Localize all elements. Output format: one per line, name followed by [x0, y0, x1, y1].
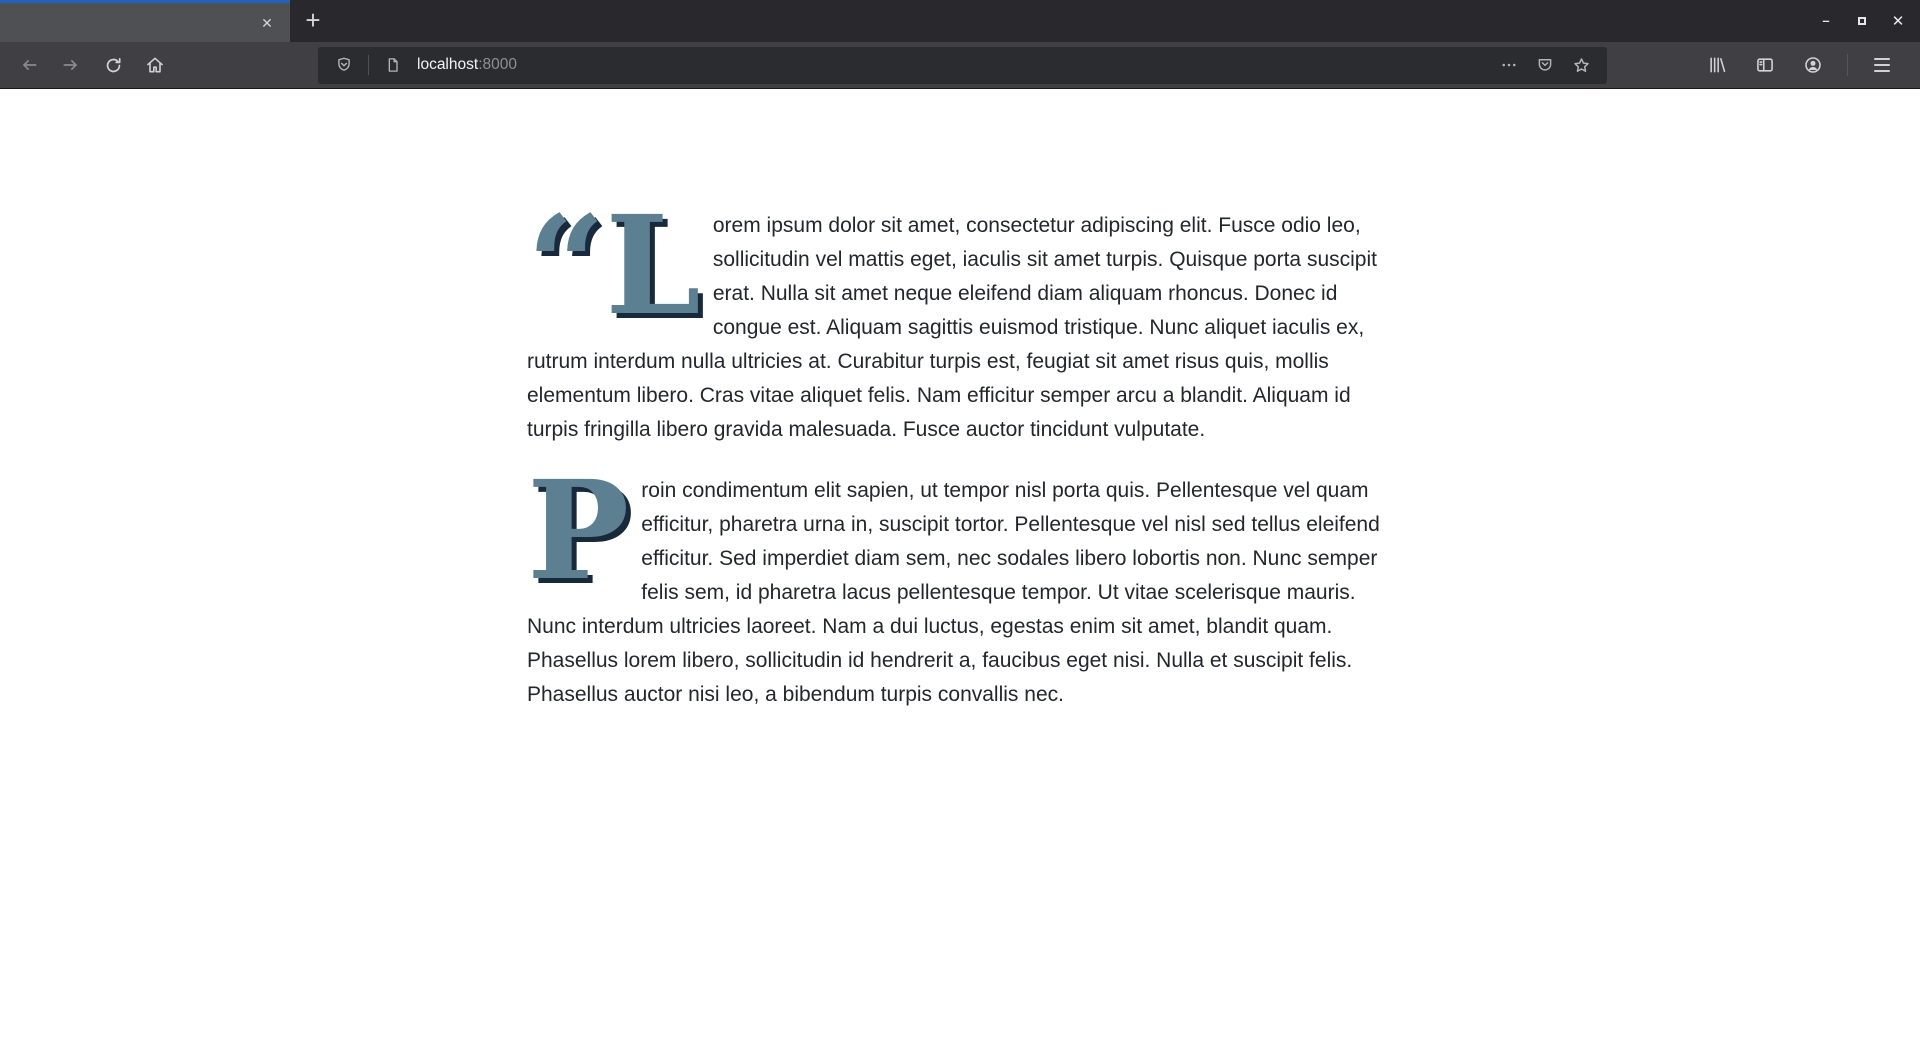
- ellipsis-icon: [1500, 56, 1518, 74]
- library-button[interactable]: [1697, 47, 1737, 83]
- navigation-toolbar: [0, 42, 1920, 89]
- forward-button[interactable]: [51, 47, 91, 83]
- tab-close-button[interactable]: ✕: [261, 14, 273, 31]
- tracking-protection-button[interactable]: [330, 51, 358, 79]
- home-button[interactable]: [135, 47, 175, 83]
- bookmark-star-button[interactable]: [1567, 51, 1595, 79]
- page-content: [0, 89, 1920, 1045]
- dropcap-P: P: [527, 451, 630, 611]
- active-tab[interactable]: [0, 0, 290, 42]
- pocket-button[interactable]: [1531, 51, 1559, 79]
- shield-icon: [335, 56, 353, 74]
- pocket-icon: [1536, 56, 1554, 74]
- star-icon: [1572, 56, 1591, 75]
- sidebar-button[interactable]: [1745, 47, 1785, 83]
- titlebar-drag-space: [336, 0, 1814, 42]
- reload-icon: [104, 56, 123, 75]
- restore-icon: [1858, 17, 1866, 25]
- paragraph-1-text: orem ipsum dolor sit amet, consectetur adipiscing elit. Fusce odio leo, sollicitudin vel mattis eget, iaculis sit amet turpis. Quisque porta suscipit erat. Nulla sit amet neque eleifend diam aliquam rhoncus. Donec id congue est. Aliquam sagittis euismod tristique. Nunc aliquet iaculis ex, rutrum interdum nulla ultricies at. Curabitur turpis est, feugiat sit amet risus quis, mollis elementum libero. Cras vitae aliquet felis. Nam efficitur semper arcu a blandit. Aliquam id turpis fringilla libero gravida malesuada. Fusce auctor tincidunt vulputate.: [527, 214, 1377, 441]
- page-info-button[interactable]: [379, 51, 407, 79]
- new-tab-button[interactable]: +: [305, 4, 321, 35]
- article: [527, 89, 1393, 712]
- forward-arrow-icon: [61, 55, 81, 75]
- page-actions-button[interactable]: [1495, 51, 1523, 79]
- window-close-button[interactable]: ✕: [1891, 12, 1905, 30]
- window-controls: [1814, 0, 1920, 42]
- menu-icon: [1874, 58, 1890, 72]
- toolbar-separator: [1847, 54, 1848, 76]
- nav-button-group: [0, 47, 176, 83]
- paragraph-2-text: roin condimentum elit sapien, ut tempor nisl porta quis. Pellentesque vel quam efficitur, pharetra urna in, suscipit tortor. Pellentesque vel nisl sed tellus eleifend efficitur. Sed imperdiet diam sem, nec sodales libero lobortis non. Nunc semper felis sem, id pharetra lacus pellentesque tempor. Ut vitae scelerisque mauris. Nunc interdum ultricies laoreet. Nam a dui luctus, egestas enim sit amet, blandit quam. Phasellus lorem libero, sollicitudin id hendrerit a, faucibus eget nisi. Nulla et suscipit felis. Phasellus auctor nisi leo, a bibendum turpis convallis nec.: [527, 479, 1380, 706]
- window-minimize-button[interactable]: –: [1822, 13, 1830, 28]
- back-arrow-icon: [19, 55, 39, 75]
- tab-bar: [0, 0, 1920, 42]
- dropcap-quote-L: “L: [527, 186, 701, 346]
- paragraph-2: [527, 451, 1393, 712]
- reload-button[interactable]: [93, 47, 133, 83]
- sidebar-icon: [1755, 55, 1775, 75]
- back-button[interactable]: [9, 47, 49, 83]
- page-icon: [385, 57, 401, 73]
- url-port: :8000: [478, 56, 517, 73]
- window-restore-button[interactable]: [1850, 9, 1874, 33]
- url-text: [417, 56, 517, 74]
- toolbar-right-group: [1693, 47, 1920, 83]
- account-icon: [1803, 55, 1823, 75]
- menu-button[interactable]: [1862, 47, 1902, 83]
- identity-separator: [368, 55, 369, 75]
- home-icon: [145, 55, 165, 75]
- account-button[interactable]: [1793, 47, 1833, 83]
- library-icon: [1707, 55, 1727, 75]
- url-bar[interactable]: [318, 47, 1607, 84]
- paragraph-1: [527, 186, 1393, 447]
- url-host: localhost: [417, 56, 479, 73]
